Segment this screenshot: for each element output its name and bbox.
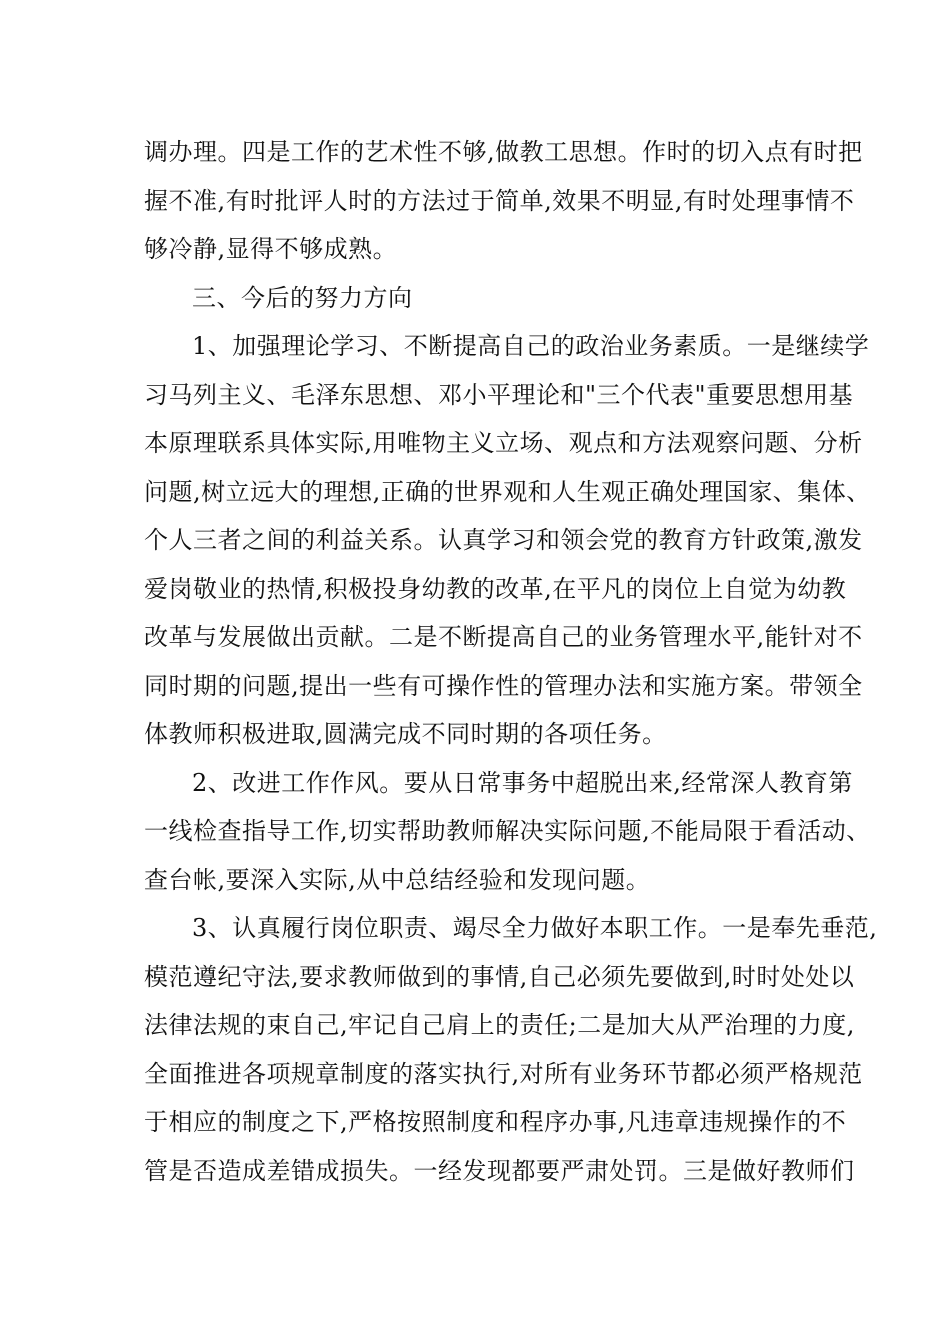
text-line: 法律法规的束自己,牢记自己肩上的责任;二是加大从严治理的力度, (144, 1011, 855, 1039)
text-line: 一线检查指导工作,切实帮助教师解决实际问题,不能局限于看活动、 (144, 817, 871, 845)
text-line: 个人三者之间的利益关系。认真学习和领会党的教育方针政策,激发 (144, 526, 863, 554)
paragraph-start: 3、认真履行岗位职责、竭尽全力做好本职工作。一是奉先垂范, (192, 914, 878, 942)
text-line: 全面推进各项规章制度的落实执行,对所有业务环节都必须严格规范 (144, 1059, 863, 1088)
text-line: 够冷静,显得不够成熟。 (144, 235, 398, 263)
text-line: 习马列主义、毛泽东思想、邓小平理论和"三个代表"重要思想用基 (144, 380, 854, 409)
text-line: 查台帐,要深入实际,从中总结经验和发现问题。 (144, 865, 651, 894)
text-line: 改革与发展做出贡献。二是不断提高自己的业务管理水平,能针对不 (144, 623, 863, 651)
document-body (144, 128, 878, 1195)
text-line: 本原理联系具体实际,用唯物主义立场、观点和方法观察问题、分析 (144, 429, 863, 457)
text-line: 管是否造成差错成损失。一经发现都要严肃处罚。三是做好教师们 (144, 1156, 855, 1185)
text-line: 问题,树立远大的理想,正确的世界观和人生观正确处理国家、集体、 (144, 477, 871, 506)
text-line: 于相应的制度之下,严格按照制度和程序办事,凡违章违规操作的不 (144, 1108, 847, 1136)
section-heading: 三、今后的努力方向 (192, 283, 413, 312)
text-line: 模范遵纪守法,要求教师做到的事情,自己必须先要做到,时时处处以 (144, 962, 855, 991)
text-line: 握不准,有时批评人时的方法过于简单,效果不明显,有时处理事情不 (144, 186, 855, 215)
text-line: 调办理。四是工作的艺术性不够,做教工思想。作时的切入点有时把 (144, 138, 863, 166)
text-line: 同时期的问题,提出一些有可操作性的管理办法和实施方案。带领全 (144, 671, 863, 700)
paragraph-start: 1、加强理论学习、不断提高自己的政治业务素质。一是继续学 (192, 332, 870, 360)
paragraph-start: 2、改进工作作风。要从日常事务中超脱出来,经常深人教育第 (192, 768, 853, 797)
text-line: 体教师积极进取,圆满完成不同时期的各项任务。 (144, 720, 667, 748)
text-line: 爱岗敬业的热情,积极投身幼教的改革,在平凡的岗位上自觉为幼教 (144, 574, 847, 603)
